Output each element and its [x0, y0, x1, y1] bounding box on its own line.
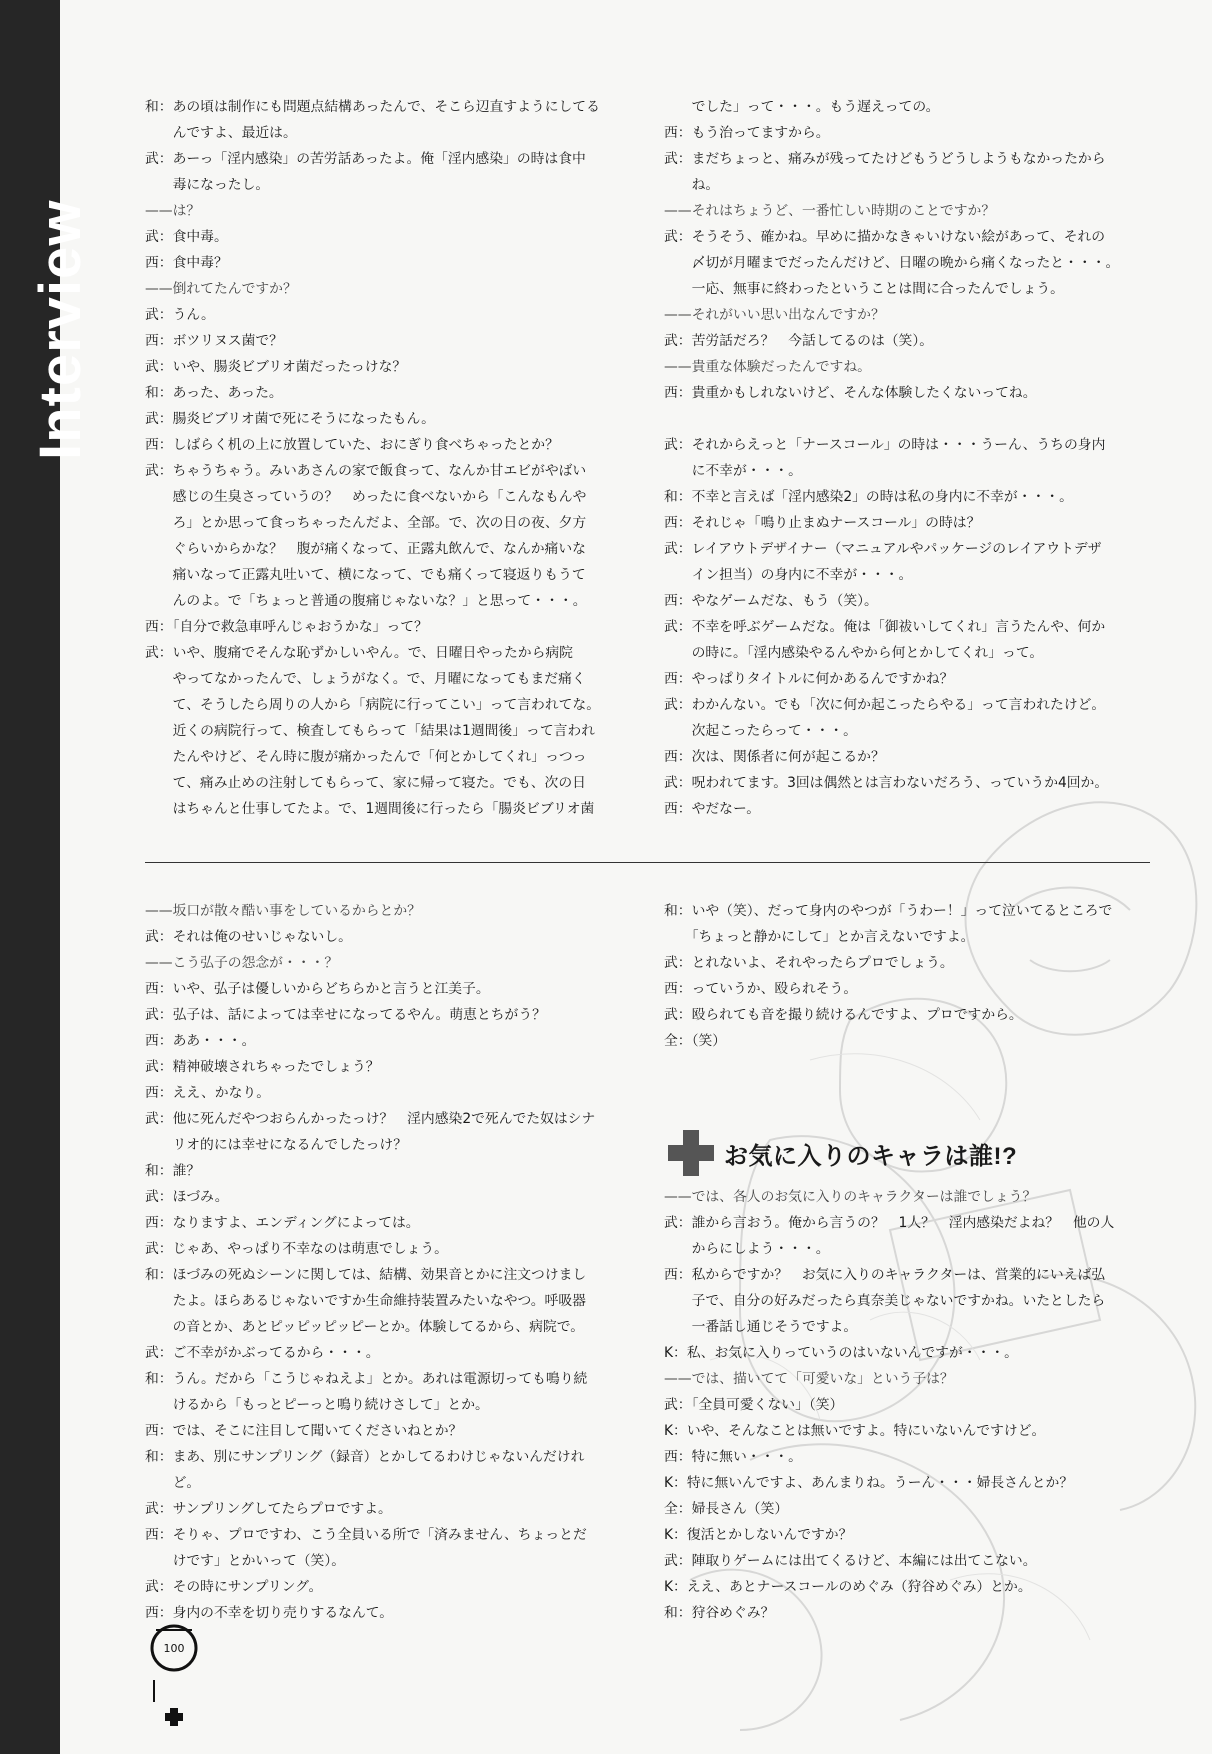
interview-line: 武：うん。	[145, 307, 215, 323]
interview-line: 武：ちゃうちゃう。みいあさんの家で飯食って、なんか甘エビがやばい	[145, 463, 587, 479]
interview-line: 西：なりますよ、エンディングによっては。	[145, 1215, 420, 1231]
interview-column-bottom-right	[664, 898, 1112, 1054]
interview-line: 西：「自分で救急車呼んじゃおうかな」って？	[145, 619, 428, 635]
interview-line: 和：不幸と言えば「淫内感染2」の時は私の身内に不幸が・・・。	[664, 489, 1073, 505]
interview-line: 武：サンプリングしてたらプロですよ。	[145, 1501, 392, 1517]
interview-line: 西：やだなー。	[664, 801, 761, 817]
interview-line: んのよ。で「ちょっと普通の腹痛じゃないな？」と思って・・・。	[145, 593, 587, 609]
interview-column-top-right	[664, 94, 1119, 822]
interview-line: ——では、描いてて「可愛いな」という子は？	[664, 1371, 954, 1387]
interview-line: リオ的には幸せになるんでしたっけ？	[145, 1137, 408, 1153]
interview-line: はちゃんと仕事してたよ。で、1週間後に行ったら「腸炎ビブリオ菌	[145, 801, 595, 817]
interview-line: 武：いや、腹痛でそんな恥ずかしいやん。で、日曜日やったから病院	[145, 645, 573, 661]
interview-line: K：復活とかしないんですか？	[664, 1527, 853, 1543]
interview-line: の時に。「淫内感染やるんやから何とかしてくれ」って。	[664, 645, 1044, 661]
interview-line: 西：食中毒？	[145, 255, 228, 271]
interview-line: 武：「全員可愛くない」（笑）	[664, 1397, 844, 1413]
interview-line: K：いや、そんなことは無いですよ。特にいないんですけど。	[664, 1423, 1046, 1439]
interview-line: 武：あーっ「淫内感染」の苦労話あったよ。俺「淫内感染」の時は食中	[145, 151, 586, 167]
interview-line: 武：陣取りゲームには出てくるけど、本編には出てこない。	[664, 1553, 1037, 1569]
interview-line: 西：ええ、かなり。	[145, 1085, 270, 1101]
interview-line: 西：身内の不幸を切り売りするなんて。	[145, 1605, 394, 1621]
interview-line: K：私、お気に入りっていうのはいないんですが・・・。	[664, 1345, 1018, 1361]
interview-line: 武：食中毒。	[145, 229, 228, 245]
interview-line: 西：ああ・・・。	[145, 1033, 256, 1049]
interview-line: たよ。ほらあるじゃないですか生命維持装置みたいなやつ。呼吸器	[145, 1293, 586, 1309]
interview-line: 一応、無事に終わったということは間に合ったんでしょう。	[664, 281, 1064, 297]
interview-line: でした」って・・・。もう遅えっての。	[664, 99, 940, 115]
interview-line: 痛いなって正露丸吐いて、横になって、でも痛くって寝返りもうて	[145, 567, 586, 583]
interview-line: ろ」とか思って食っちゃったんだよ、全部。で、次の日の夜、夕方	[145, 515, 587, 531]
interview-line: 近くの病院行って、検査してもらって「結果は1週間後」って言われ	[145, 723, 596, 739]
interview-line: の音とか、あとピッピッピッピーとか。体験してるから、病院で。	[145, 1319, 585, 1335]
interview-line: K：ええ、あとナースコールのめぐみ（狩谷めぐみ）とか。	[664, 1579, 1032, 1595]
interview-line: 西：いや、弘子は優しいからどちらかと言うと江美子。	[145, 981, 490, 997]
interview-line: やってなかったんで、しょうがなく。で、月曜になってもまだ痛く	[145, 671, 586, 687]
interview-line: 武：他に死んだやつおらんかったっけ？ 淫内感染2で死んでた奴はシナ	[145, 1111, 596, 1127]
interview-line: 武：それは俺のせいじゃないし。	[145, 929, 352, 945]
interview-column-bottom-left	[145, 898, 595, 1626]
interview-line: 子で、自分の好みだったら真奈美じゃないですかね。いたとしたら	[664, 1293, 1106, 1309]
interview-line: 武：不幸を呼ぶゲームだな。俺は「御祓いしてくれ」言うたんや、何か	[664, 619, 1106, 635]
interview-line: 武：それからえっと「ナースコール」の時は・・・うーん、うちの身内	[664, 437, 1106, 453]
interview-line: ——貴重な体験だったんですね。	[664, 359, 871, 375]
interview-line: 武：苦労話だろ？ 今話してるのは（笑）。	[664, 333, 934, 349]
interview-line: 全：婦長さん（笑）	[664, 1501, 789, 1517]
interview-column-top-left	[145, 94, 600, 822]
interview-line: からにしよう・・・。	[664, 1241, 830, 1257]
interview-line: 和：いや（笑）、だって身内のやつが「うわー！」って泣いてるところで	[664, 903, 1113, 919]
interview-line: K：特に無いんですよ、あんまりね。うーん・・・婦長さんとか？	[664, 1475, 1074, 1491]
interview-line: ね。	[664, 177, 720, 193]
interview-line: 西：次は、関係者に何が起こるか？	[664, 749, 885, 765]
interview-line: ——では、各人のお気に入りのキャラクターは誰でしょう？	[664, 1189, 1037, 1205]
interview-line: 西：そりゃ、プロですわ、こう全員いる所で「済みません、ちょっとだ	[145, 1527, 587, 1543]
interview-line: 武：殴られても音を撮り続けるんですよ、プロですから。	[664, 1007, 1023, 1023]
interview-line: に不幸が・・・。	[664, 463, 802, 479]
interview-line: 和：あの頃は制作にも問題点結構あったんで、そこら辺直すようにしてる	[145, 99, 600, 115]
interview-line: 西：特に無い・・・。	[664, 1449, 802, 1465]
section-title-interview: Interview	[28, 199, 93, 460]
interview-line: たんやけど、そん時に腹が痛かったんで「何とかしてくれ」っつっ	[145, 749, 587, 765]
interview-line: 武：ご不幸がかぶってるから・・・。	[145, 1345, 380, 1361]
interview-line: 西：っていうか、殴られそう。	[664, 981, 858, 997]
interview-line: 武：腸炎ビブリオ菌で死にそうになったもん。	[145, 411, 435, 427]
interview-line: 一番話し通じそうですよ。	[664, 1319, 858, 1335]
interview-line: 武：ほづみ。	[145, 1189, 229, 1205]
interview-line: ——それがいい思い出なんですか？	[664, 307, 885, 323]
interview-line: 和：まあ、別にサンプリング（録音）とかしてるわけじゃないんだけれ	[145, 1449, 585, 1465]
interview-line: 全：（笑）	[664, 1033, 727, 1049]
interview-line: 武：呪われてます。3回は偶然とは言わないだろう、っていうか4回か。	[664, 775, 1109, 791]
interview-line: 西：ボツリヌス菌で？	[145, 333, 283, 349]
interview-line: ——は？	[145, 203, 201, 219]
interview-line: 武：誰から言おう。俺から言うの？ 1人？ 淫内感染だよね？ 他の人	[664, 1215, 1115, 1231]
interview-line: 武：その時にサンプリング。	[145, 1579, 323, 1595]
footer-logo	[148, 1610, 200, 1728]
section-divider	[145, 862, 1150, 863]
interview-line: 和：ほづみの死ぬシーンに関しては、結構、効果音とかに注文つけまし	[145, 1267, 587, 1283]
interview-line: 武：レイアウトデザイナー（マニュアルやパッケージのレイアウトデザ	[664, 541, 1102, 557]
interview-line: 和：狩谷めぐみ？	[664, 1605, 775, 1621]
side-bar	[0, 0, 93, 1754]
interview-line: 武：じゃあ、やっぱり不幸なのは萌恵でしょう。	[145, 1241, 448, 1257]
interview-line: 武：弘子は、話によっては幸せになってるやん。萌恵とちがう？	[145, 1007, 546, 1023]
interview-line: 次起こったらって・・・。	[664, 723, 857, 739]
interview-line: 西：やっぱりタイトルに何かあるんですかね？	[664, 671, 954, 687]
interview-line: 和：あった、あった。	[145, 385, 283, 401]
section-heading	[668, 1133, 1017, 1173]
interview-line: 西：私からですか？ お気に入りのキャラクターは、営業的にいえば弘	[664, 1267, 1106, 1283]
interview-line: けるから「もっとピーっと鳴り続けさして」とか。	[145, 1397, 489, 1413]
interview-line: 西：では、そこに注目して聞いてくださいねとか？	[145, 1423, 463, 1439]
interview-line: て、そうしたら周りの人から「病院に行ってこい」って言われてな。	[145, 697, 601, 713]
interview-line: ぐらいからかな？ 腹が痛くなって、正露丸飲んで、なんか痛いな	[145, 541, 586, 557]
interview-line: 西：貴重かもしれないけど、そんな体験したくないってね。	[664, 385, 1037, 401]
interview-line: 武：わかんない。でも「次に何か起こったらやる」って言われたけど。	[664, 697, 1106, 713]
interview-line: 武：とれないよ、それやったらプロでしょう。	[664, 955, 954, 971]
page-number: 100	[163, 1642, 185, 1655]
interview-line: ——それはちょうど、一番忙しい時期のことですか？	[664, 203, 996, 219]
interview-line: て、痛み止めの注射してもらって、家に帰って寝た。でも、次の日	[145, 775, 586, 791]
interview-line	[664, 406, 1119, 432]
interview-line: 武：精神破壊されちゃったでしょう？	[145, 1059, 380, 1075]
interview-line: ——こう弘子の怨念が・・・？	[145, 955, 339, 971]
interview-line: 毒になったし。	[145, 177, 270, 193]
interview-line: 〆切が月曜までだったんだけど、日曜の晩から痛くなったと・・・。	[664, 255, 1120, 271]
interview-line: 武：まだちょっと、痛みが残ってたけどもうどうしようもなかったから	[664, 151, 1106, 167]
interview-line: 西：もう治ってますから。	[664, 125, 830, 141]
interview-line: 武：いや、腸炎ビブリオ菌だったっけな？	[145, 359, 407, 375]
interview-line: 「ちょっと静かにして」とか言えないですよ。	[664, 929, 975, 945]
interview-line: 和：誰？	[145, 1163, 201, 1179]
interview-line: 武：そうそう、確かね。早めに描かなきゃいけない絵があって、それの	[664, 229, 1106, 245]
cross-icon	[668, 1130, 714, 1176]
interview-line: ——倒れてたんですか？	[145, 281, 297, 297]
interview-line: ど。	[145, 1475, 201, 1491]
interview-line: けです」とかいって（笑）。	[145, 1553, 346, 1569]
interview-line: 西：やなゲームだな、もう（笑）。	[664, 593, 878, 609]
interview-line: 西：しばらく机の上に放置していた、おにぎり食べちゃったとか？	[145, 437, 559, 453]
heading-text: お気に入りのキャラは誰!?	[724, 1142, 1018, 1170]
interview-line: 西：それじゃ「鳴り止まぬナースコール」の時は？	[664, 515, 981, 531]
interview-column-favorites	[664, 1184, 1114, 1626]
interview-line: んですよ、最近は。	[145, 125, 297, 141]
interview-line: 感じの生臭さっていうの？ めったに食べないから「こんなもんや	[145, 489, 587, 505]
interview-line: イン担当）の身内に不幸が・・・。	[664, 567, 913, 583]
interview-line: ——坂口が散々酷い事をしているからとか？	[145, 903, 421, 919]
interview-line: 和：うん。だから「こうじゃねえよ」とか。あれは電源切っても鳴り続	[145, 1371, 588, 1387]
